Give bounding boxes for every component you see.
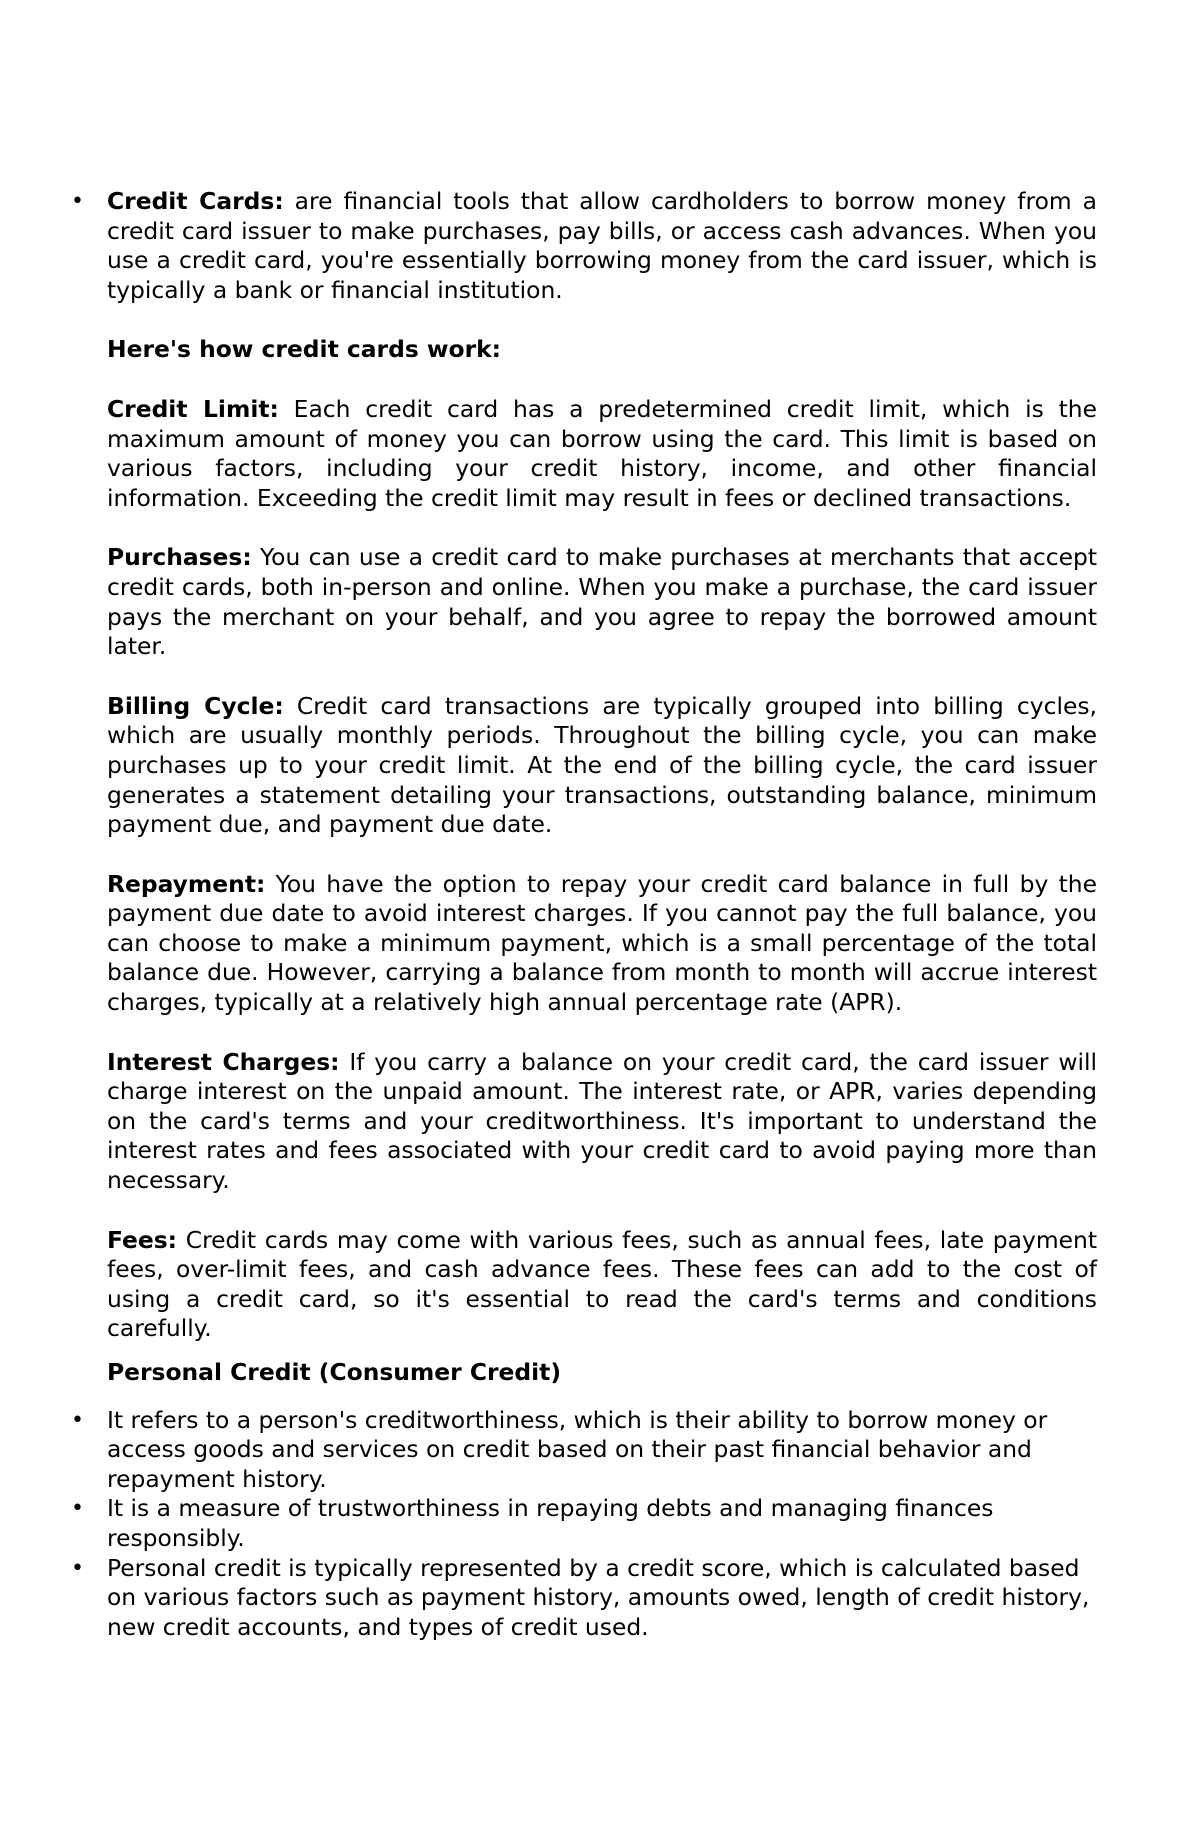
list-item-text: Personal credit is typically represented by a credit score, which is calculated based on various factors such as payment history, amounts owed, length of credit history, new credit accounts, and types of credit used.: [107, 1553, 1090, 1641]
interest-charges-label: Interest Charges:: [107, 1047, 340, 1076]
bullet-icon: •: [71, 1555, 84, 1581]
how-credit-cards-work-heading: Here's how credit cards work:: [107, 335, 502, 364]
billing-cycle-label: Billing Cycle:: [107, 691, 284, 720]
billing-cycle-paragraph: [107, 692, 1097, 840]
bullet-icon: •: [71, 189, 84, 214]
credit-limit-text: Each credit card has a predetermined credit limit, which is the maximum amount of money you can borrow using the card. This limit is based on various factors, including your credit history, income, and other financial information. Exceeding the credit limit may result in fees or declined transactions.: [107, 394, 1098, 512]
fees-text: Credit cards may come with various fees, such as annual fees, late payment fees, over-limit fees, and cash advance fees. These fees can add to the cost of using a credit card, so it's essential to read the card's terms and conditions carefully.: [107, 1225, 1097, 1343]
document-body: [71, 187, 1098, 1642]
list-item: [71, 1405, 1097, 1495]
interest-charges-paragraph: [107, 1048, 1097, 1196]
fees-paragraph: [107, 1226, 1097, 1344]
repayment-label: Repayment:: [107, 869, 266, 898]
credit-cards-text: are financial tools that allow cardholders to borrow money from a credit card issuer to make purchases, pay bills, or access cash advances. When you use a credit card, you're essentially borrowing money from the card issuer, which is typically a bank or financial institution.: [107, 187, 1097, 304]
credit-limit-label: Credit Limit:: [107, 394, 279, 423]
purchases-label: Purchases:: [107, 543, 252, 572]
credit-limit-paragraph: [107, 395, 1097, 513]
credit-cards-paragraph: [107, 187, 1097, 305]
list-item-text: It is a measure of trustworthiness in repaying debts and managing finances responsibly.: [107, 1494, 994, 1552]
interest-charges-text: If you carry a balance on your credit card, the card issuer will charge interest on the unpaid amount. The interest rate, or APR, varies depending on the card's terms and your creditworthiness. It's important to understand the interest rates and fees associated with your credit card to avoid paying more than necessary.: [107, 1047, 1098, 1195]
list-item: [71, 1553, 1097, 1643]
list-item: [71, 1494, 1097, 1553]
purchases-text: You can use a credit card to make purchases at merchants that accept credit cards, both in-person and online. When you make a purchase, the card issuer pays the merchant on your behalf, and you agree to repay the borrowed amount later.: [107, 543, 1097, 661]
bullet-icon: •: [71, 1496, 84, 1522]
repayment-paragraph: [107, 870, 1097, 1018]
repayment-text: You have the option to repay your credit card balance in full by the payment due date to avoid interest charges. If you cannot pay the full balance, you can choose to make a minimum payment, which is a small percentage of the total balance due. However, carrying a balance from month to month will accrue interest charges, typically at a relatively high annual percentage rate (APR).: [107, 869, 1097, 1017]
bullet-icon: •: [71, 1407, 84, 1433]
list-item-text: It refers to a person's creditworthiness, which is their ability to borrow money or access goods and services on credit based on their past financial behavior and repayment history.: [107, 1405, 1048, 1493]
credit-cards-label: Credit Cards:: [107, 187, 284, 215]
fees-label: Fees:: [107, 1225, 178, 1254]
personal-credit-list: [71, 1405, 1097, 1643]
credit-cards-bullet: [71, 187, 1097, 305]
billing-cycle-text: Credit card transactions are typically grouped into billing cycles, which are usually monthly periods. Throughout the billing cycle, you can make purchases up to your credit limit. At the end of the billing cycle, the card issuer generates a statement detailing your transactions, outstanding balance, minimum payment due, and payment due date.: [107, 691, 1097, 839]
purchases-paragraph: [107, 543, 1097, 661]
personal-credit-heading: Personal Credit (Consumer Credit): [107, 1358, 562, 1386]
